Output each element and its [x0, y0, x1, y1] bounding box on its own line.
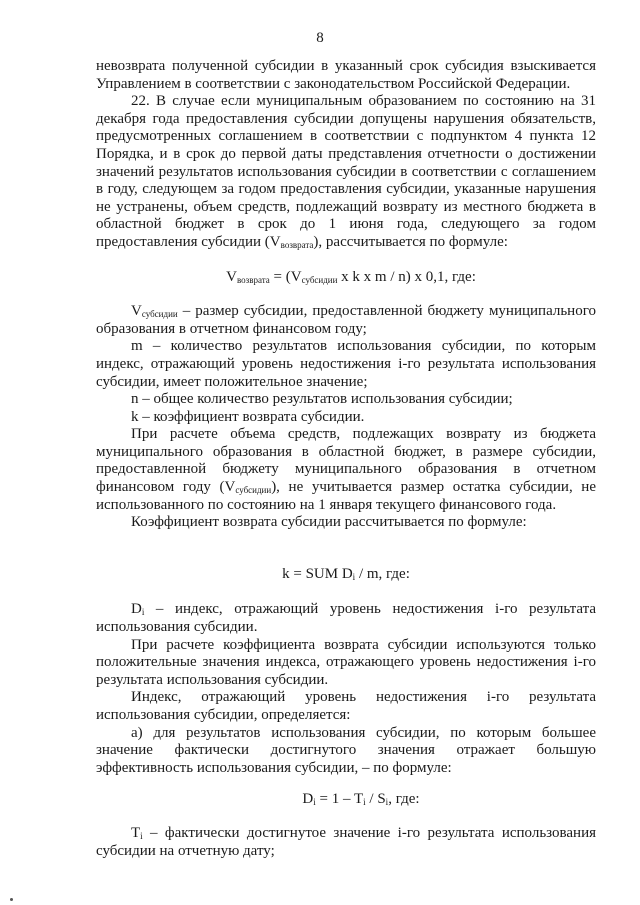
paragraph: При расчете объема средств, подлежащих возврату из бюджета муниципального образования в областной бюджет, в размере субсидии, предоставленной бюджету муниципального образования в отчетном финансовом году $(V_{субсидии})$, не учитывается размер остатка субсидии, не использованного по состоянию на 1 января текущего финансового года. [96, 426, 596, 513]
paragraph: невозврата полученной субсидии в указанный срок субсидия взыскивается Управлением в соответствии с законодательством Российской Федерации. [96, 58, 596, 92]
definition-n: n – общее количество результатов использования субсидии; [131, 391, 513, 408]
definition-v-subsidy: $V_{субсидии}$ – размер субсидии, предоставленной бюджету муниципального образования в отчетном финансовом году; [96, 303, 596, 337]
document-body [96, 58, 596, 860]
scan-mark [10, 898, 13, 901]
formula-coefficient: k = SUM $D_i$ / m, где: [282, 565, 410, 582]
definition-m: m – количество результатов использования субсидии, по которым индекс, отражающий уровень недостижения i-го результата использования субсидии, имеет положительное значение; [96, 338, 596, 390]
definition-d: $D_i$ – индекс, отражающий уровень недостижения i-го результата использования субсидии. [96, 601, 596, 636]
formula-index: $D_i = 1 - T_i / S_i$, где: [302, 791, 420, 808]
paragraph-22: 22. В случае если муниципальным образованием по состоянию на 31 декабря года предоставления субсидии допущены нарушения обязательств, предусмотренных соглашением в соответствии с подпунктом 4 пункта 12 Порядка, и в срок до первой даты представления отчетности о достижении значений результатов использования субсидии в соответствии с соглашением в году, следующем за годом предоставления субсидии, указанные нарушения не устранены, объем средств, подлежащий возврату из местного бюджета в областной бюджет в срок до 1 июня года, следующего за годом предоставления субсидии $(V_{возврата})$, рассчитывается по формуле: [96, 93, 596, 250]
paragraph: Коэффициент возврата субсидии рассчитывается по формуле: [131, 514, 527, 531]
paragraph: а) для результатов использования субсидии, по которым большее значение фактически достигнутого значения отражает большую эффективность использования субсидии, – по формуле: [96, 724, 596, 776]
paragraph: Индекс, отражающий уровень недостижения i-го результата использования субсидии, определяется: [96, 689, 596, 723]
definition-k: k – коэффициент возврата субсидии. [131, 408, 365, 425]
formula-volume: $V_{возврата} = (V_{субсидии}$ x k x m / n) x 0,1, где: [226, 268, 476, 285]
definition-t: $T_i$ – фактически достигнутое значение i-го результата использования субсидии на отчетную дату; [96, 824, 596, 859]
page-number: 8 [316, 30, 324, 46]
paragraph: При расчете коэффициента возврата субсидии используются только положительные значения индекса, отражающего уровень недостижения i-го результата использования субсидии. [96, 636, 596, 688]
